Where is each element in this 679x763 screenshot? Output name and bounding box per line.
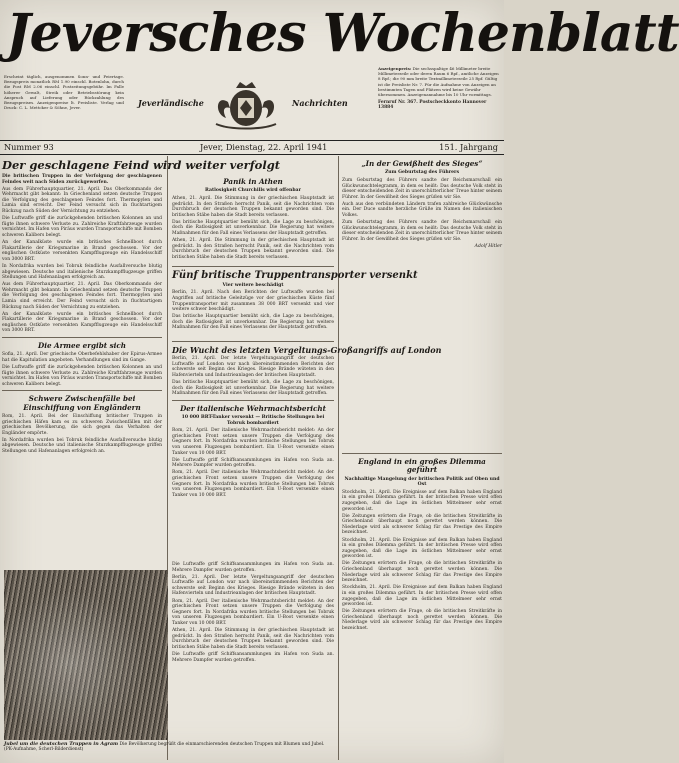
divider bbox=[172, 400, 334, 401]
article-paragraph: Berlin, 21. April. Nach den Berichten der Luftwaffe wurden bei Angriffen auf britische Geleitzüge vor der griechischen Küste fünf Truppentransporter mit zusammen 38 000 BRT versenkt und vier weitere schwer beschädigt. bbox=[172, 290, 334, 313]
dateline-bar bbox=[0, 140, 504, 155]
section-headline: Der italienische Wehrmachtsbericht bbox=[180, 403, 326, 413]
section-headline: Die Wucht des letzten Vergeltungs-Großangriffs auf London bbox=[172, 344, 442, 355]
article-paragraph: Berlin, 21. April. Der letzte Vergeltungsangriff der deutschen Luftwaffe auf London war nach übereinstimmenden Berichten der schwerste seit Beginn des Krieges. Riesige Brände wüteten in den Hafenvierteln und Industrieanlagen der britischen Hauptstadt. bbox=[172, 356, 334, 378]
masthead-left-info: Erscheint täglich, ausgenommen Sonn- und Feiertage. Bezugspreis monatlich RM 1.90 einschl. Botenlohn, durch die Post RM 2.06 einschl. Postzeitungsgebühr. Im Falle höherer Gewalt, Streik oder Betriebsstörung kein Anspruch auf Lieferung oder Rückzahlung des Bezugspreises. Anzeigenpreise lt. Preisliste. Verlag und Druck: C. L. Mettcker & Söhne, Jever. bbox=[4, 74, 124, 111]
section-headline: Fünf britische Truppentransporter versenkt bbox=[172, 269, 418, 281]
section-headline: „In der Gewißheit des Sieges“ bbox=[361, 159, 483, 168]
divider bbox=[172, 341, 334, 342]
section-subheadline: Zum Geburtstag des Führers bbox=[384, 170, 460, 176]
article-paragraph: Die Luftwaffe griff die zurückgehenden britischen Kolonnen an und fügte ihnen schwere Verluste zu. Zahlreiche Kraftfahrzeuge wurden vernichtet. Im Hafen von Piräus wurden Transportschiffe mit Bomben schweren Kalibers belegt. bbox=[2, 216, 163, 238]
issue-number: Nummer 93 bbox=[4, 142, 54, 152]
article-paragraph: Die Zeitungen erörtern die Frage, ob die britischen Streitkräfte in Griechenland überhaupt noch gerettet werden können. Die Niederlage wird als schwerer Schlag für das Prestige des Empire bezeichnet. bbox=[342, 561, 502, 584]
divider bbox=[2, 390, 162, 391]
article-paragraph: Die Luftwaffe griff Schiffsansammlungen im Hafen von Suda an. Mehrere Dampfer wurden getroffen. bbox=[172, 562, 334, 573]
article-paragraph: Das britische Hauptquartier bemüht sich, die Lage zu beschönigen, doch die Ratlosigkeit ist unverkennbar. Die Regierung hat weitere Maßnahmen für den Fall eines Verlassens der Hauptstadt getroffen. bbox=[172, 380, 334, 397]
ad-price-heading: Anzeigenpreis: bbox=[378, 66, 412, 71]
column-2-bottom bbox=[172, 562, 334, 740]
section-headline: Die Armee ergibt sich bbox=[38, 340, 126, 350]
article-paragraph: Sofia, 21. April. Der griechische Oberbefehlshaber der Epirus-Armee hat die Kapitulation angeboten. Verhandlungen sind im Gange. bbox=[2, 352, 162, 363]
article-paragraph: Athen, 21. April. Die Stimmung in der griechischen Hauptstadt ist gedrückt. In den Straßen herrscht Panik, seit die Nachrichten vom Durchbruch der deutschen Truppen bekannt geworden sind. Die britischen Stäbe haben die Stadt bereits verlassen. bbox=[172, 238, 334, 260]
article-paragraph: Die Luftwaffe griff Schiffsansammlungen im Hafen von Suda an. Mehrere Dampfer wurden getroffen. bbox=[172, 651, 334, 663]
article-paragraph: Athen, 21. April. Die Stimmung in der griechischen Hauptstadt ist gedrückt. In den Straßen herrscht Panik, seit die Nachrichten vom Durchbruch der deutschen Truppen bekannt geworden sind. Die britischen Stäbe haben die Stadt bereits verlassen. bbox=[172, 196, 334, 218]
main-subheadline: Die britischen Truppen in der Verfolgung der geschlagenen Feindes weit nach Süden zurückgeworfen. bbox=[2, 174, 162, 185]
article-paragraph: Aus dem Führerhauptquartier, 21. April. Das Oberkommando der Wehrmacht gibt bekannt: In Griechenland setzen deutsche Truppen die Verfolgung des geschlagenen Feindes fort. Thermopylen und Lamia sind erreicht. Der Feind versucht sich in fluchtartigem Rückzug nach Süden der Vernichtung zu entziehen. bbox=[2, 186, 162, 215]
article-paragraph: Berlin, 21. April. Der letzte Vergeltungsangriff der deutschen Luftwaffe auf London war nach übereinstimmenden Berichten der schwerste seit Beginn des Krieges. Riesige Brände wüteten in den Hafenvierteln und Industrieanlagen der britischen Hauptstadt. bbox=[172, 574, 334, 597]
article-paragraph: Die Luftwaffe griff die zurückgehenden britischen Kolonnen an und fügte ihnen schwere Verluste zu. Zahlreiche Kraftfahrzeuge wurden vernichtet. Im Hafen von Piräus wurden Transportschiffe mit Bomben schweren Kalibers belegt. bbox=[2, 364, 163, 387]
section-subheadline: Ratlosigkeit Churchills wird offenbar bbox=[205, 188, 301, 194]
article-paragraph: Die Zeitungen erörtern die Frage, ob die britischen Streitkräfte in Griechenland überhaupt noch gerettet werden können. Die Niederlage wird als schwerer Schlag für das Prestige des Empire bezeichnet. bbox=[342, 513, 502, 536]
photo-caption-title: Jubel um die deutschen Truppen in Agram bbox=[4, 741, 119, 747]
news-photo bbox=[4, 570, 168, 740]
section-headline: England in ein großes Dilemma geführt bbox=[358, 456, 486, 475]
divider bbox=[172, 266, 334, 267]
article-paragraph: Die Zeitungen erörtern die Frage, ob die britischen Streitkräfte in Griechenland überhaupt noch gerettet werden können. Die Niederlage wird als schwerer Schlag für das Prestige des Empire bezeichnet. bbox=[342, 609, 502, 631]
transport-article bbox=[172, 263, 418, 333]
article-paragraph: Das britische Hauptquartier bemüht sich, die Lage zu beschönigen, doch die Ratlosigkeit ist unverkennbar. Die Regierung hat weitere Maßnahmen für den Fall eines Verlassens der Hauptstadt getroffen. bbox=[172, 314, 334, 331]
article-paragraph: Zum Geburtstag des Führers sandte der Reichsmarschall ein Glückwunschtelegramm, in dem es heißt: Das deutsche Volk steht in dieser entscheidenden Zeit in unerschütterlicher Treue hinter seinem Führer. In der Gewißheit des Sieges grüßen wir Sie. bbox=[342, 178, 502, 200]
article-paragraph: Auch aus den verbündeten Ländern trafen zahlreiche Glückwünsche ein. Der Duce sandte herzliche Grüße im Namen des italienischen Volkes. bbox=[342, 201, 502, 219]
article-paragraph: Rom, 21. April. Der italienische Wehrmachtsbericht meldet: An der griechischen Front setzen unsere Truppen die Verfolgung des Gegners fort. In Nordafrika wurden britische Stellungen bei Tobruk von unseren Flugzeugen bombardiert. Ein U-Boot versenkte einen Tanker von 10 000 BRT. bbox=[172, 428, 334, 456]
article-paragraph: An der Kanalküste wurde ein britisches Schnellboot durch Flakartillerie der Kriegsmarine in Brand geschossen. Vor der englischen Ostküste versenkten Kampfflugzeuge ein Handelsschiff von 3000 BRT. bbox=[2, 240, 162, 262]
section-subheadline: Nachhaltige Mangelung der britischen Politik auf Oben und Ost bbox=[344, 476, 500, 488]
photo-caption bbox=[4, 742, 334, 753]
divider bbox=[2, 337, 162, 338]
article-paragraph: Rom, 21. April. Bei der Einschiffung britischer Truppen in griechischen Häfen kam es zu schweren Zwischenfällen mit der griechischen Bevölkerung, die sich gegen das Verhalten der Engländer empörte. bbox=[2, 413, 162, 436]
column-1 bbox=[2, 174, 162, 566]
ad-price-text: Die sechsspaltige 46 Millimeter breite Millimeterzeile oder deren Raum 6 Rpf., amtliche Anzeigen 8 Rpf.; die 90 mm breite Textmillimeterzeile 25 Rpf. Gültig ist die Preisliste Nr. 7. Für die Aufnahme von Anzeigen an bestimmten Tagen und Plätzen wird keine Gewähr übernommen. Anzeigenannahme bis 10 Uhr vormittags. bbox=[378, 66, 499, 98]
contact-line: Fernruf Nr. 367. Postscheckkonto Hannover 13884 bbox=[378, 100, 487, 111]
section-headline: Schwere Zwischenfälle bei Einschiffung von Engländern bbox=[23, 394, 141, 412]
article-paragraph: Aus dem Führerhauptquartier, 21. April. Das Oberkommando der Wehrmacht gibt bekannt: In Griechenland setzen deutsche Truppen die Verfolgung des geschlagenen Feindes fort. Thermopylen und Lamia sind erreicht. Der Feind versucht sich in fluchtartigem Rückzug nach Süden der Vernichtung zu entziehen. bbox=[2, 282, 162, 310]
article-paragraph: Stockholm, 21. April. Die Ereignisse auf dem Balkan haben England in ein großes Dilemma geführt. In der britischen Presse wird offen zugegeben, daß die Lage im östlichen Mittelmeer sehr ernst geworden ist. bbox=[342, 489, 502, 512]
signature: Adolf Hitler bbox=[474, 244, 502, 250]
main-headline: Der geschlagene Feind wird weiter verfolgt bbox=[2, 158, 281, 172]
article-paragraph: Das britische Hauptquartier bemüht sich, die Lage zu beschönigen, doch die Ratlosigkeit ist unverkennbar. Die Regierung hat weitere Maßnahmen für den Fall eines Verlassens der Hauptstadt getroffen. bbox=[172, 219, 334, 237]
masthead-subtitle-right: Nachrichten bbox=[292, 98, 348, 108]
section-subheadline: 10 000 BRT-Tanker versenkt — Britische Stellungen bei Tobruk bombardiert bbox=[181, 415, 325, 426]
masthead-right-info bbox=[378, 66, 500, 142]
column-2-top bbox=[172, 156, 334, 260]
article-paragraph: Stockholm, 21. April. Die Ereignisse auf dem Balkan haben England in ein großes Dilemma geführt. In der britischen Presse wird offen zugegeben, daß die Lage im östlichen Mittelmeer sehr ernst geworden ist. bbox=[342, 537, 502, 560]
article-paragraph: Die Luftwaffe griff Schiffsansammlungen im Hafen von Suda an. Mehrere Dampfer wurden getroffen. bbox=[172, 457, 334, 469]
article-paragraph: Rom, 21. April. Der italienische Wehrmachtsbericht meldet: An der griechischen Front setzen unsere Truppen die Verfolgung des Gegners fort. In Nordafrika wurden britische Stellungen bei Tobruk von unseren Flugzeugen bombardiert. Ein U-Boot versenkte einen Tanker von 10 000 BRT. bbox=[172, 470, 334, 498]
volume-number: 151. Jahrgang bbox=[439, 142, 498, 152]
article-paragraph: An der Kanalküste wurde ein britisches Schnellboot durch Flakartillerie der Kriegsmarine in Brand geschossen. Vor der englischen Ostküste versenkten Kampfflugzeuge ein Handelsschiff von 3000 BRT. bbox=[2, 311, 162, 334]
article-paragraph: In Nordafrika wurden bei Tobruk feindliche Ausfallversuche blutig abgewiesen. Deutsche und italienische Sturzkampfflugzeuge griffen Stellungen und Hafenanlagen erfolgreich an. bbox=[2, 437, 162, 454]
coat-of-arms-icon bbox=[206, 78, 286, 132]
article-paragraph: In Nordafrika wurden bei Tobruk feindliche Ausfallversuche blutig abgewiesen. Deutsche und italienische Sturzkampfflugzeuge griffen Stellungen und Hafenanlagen erfolgreich an. bbox=[2, 263, 162, 281]
issue-date: Jever, Dienstag, 22. April 1941 bbox=[200, 142, 328, 152]
article-paragraph: Rom, 21. April. Der italienische Wehrmachtsbericht meldet: An der griechischen Front setzen unsere Truppen die Verfolgung des Gegners fort. In Nordafrika wurden britische Stellungen bei Tobruk von unseren Flugzeugen bombardiert. Ein U-Boot versenkte einen Tanker von 10 000 BRT. bbox=[172, 598, 334, 626]
photo-caption-text: Die Bevölkerung begrüßt die einmarschierenden deutschen Truppen mit Blumen und Jubel. (PK-Aufnahme, Scherl-Bilderdienst) bbox=[4, 742, 325, 753]
article-paragraph: Zum Geburtstag des Führers sandte der Reichsmarschall ein Glückwunschtelegramm, in dem es heißt: Das deutsche Volk steht in dieser entscheidenden Zeit in unerschütterlicher Treue hinter seinem Führer. In der Gewißheit des Sieges grüßen wir Sie. bbox=[342, 220, 502, 242]
masthead-subtitle-left: Jeverländische bbox=[138, 98, 204, 108]
article-paragraph: Stockholm, 21. April. Die Ereignisse auf dem Balkan haben England in ein großes Dilemma geführt. In der britischen Presse wird offen zugegeben, daß die Lage im östlichen Mittelmeer sehr ernst geworden ist. bbox=[342, 585, 502, 608]
section-subheadline: Vier weitere beschädigt bbox=[222, 282, 284, 288]
lower-wide-section bbox=[172, 338, 502, 562]
article-paragraph: Athen, 21. April. Die Stimmung in der griechischen Hauptstadt ist gedrückt. In den Straßen herrscht Panik, seit die Nachrichten vom Durchbruch der deutschen Truppen bekannt geworden sind. Die britischen Stäbe haben die Stadt bereits verlassen. bbox=[172, 628, 334, 650]
section-headline: Panik in Athen bbox=[223, 177, 283, 186]
masthead-title: Jeversches Wochenblatt bbox=[6, 3, 679, 64]
